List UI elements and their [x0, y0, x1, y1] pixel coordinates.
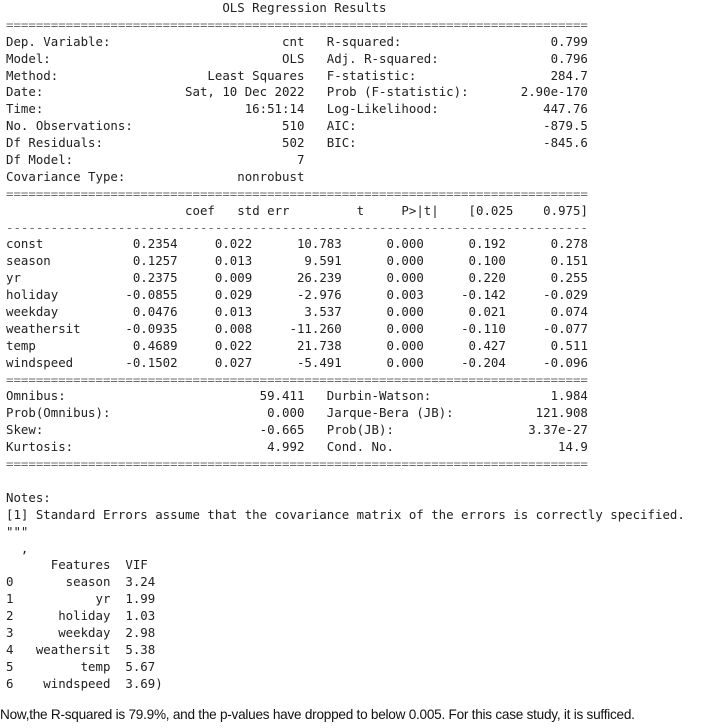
commentary-text: Now,the R-squared is 79.9%, and the p-values have dropped to below 0.005. For this case study, it is sufficed.: [0, 707, 635, 722]
coef-ci-low: -0.110: [423, 320, 506, 336]
diag-label: Prob(Omnibus):: [6, 405, 156, 421]
model-info-row: [6, 68, 685, 85]
info-label: Time:: [6, 101, 156, 117]
stat-label: AIC:: [326, 118, 476, 134]
vif-feature: yr: [20, 591, 111, 607]
coef-ci-low: -0.142: [423, 287, 506, 303]
vif-value: 3.69): [125, 675, 163, 691]
vif-row: [6, 642, 685, 659]
coef-ci-low: 0.427: [423, 337, 506, 353]
stat-value: 0.799: [476, 33, 588, 49]
vif-value: 1.03: [125, 608, 163, 624]
trailing-quote: """: [6, 523, 29, 539]
dashed-rule: ------------------------------------------------------------------------------: [6, 219, 588, 235]
vif-row: [6, 659, 685, 676]
coef-std-err: 0.029: [177, 287, 253, 303]
coef-ci-low: 0.021: [423, 304, 506, 320]
vif-table: [6, 574, 685, 692]
vif-value: 3.24: [125, 574, 163, 590]
blank-line: [6, 473, 685, 490]
diag-label: Omnibus:: [6, 388, 156, 404]
coef-std-err: 0.022: [177, 337, 253, 353]
coef-term: season: [6, 253, 96, 269]
vif-header-row: [6, 557, 685, 574]
diag-value: 121.908: [476, 405, 588, 421]
diag-label: Prob(JB):: [326, 422, 476, 438]
coef-value: 0.2354: [95, 236, 178, 252]
vif-index: 0: [6, 574, 21, 590]
vif-row: [6, 625, 685, 642]
coef-p: 0.003: [341, 287, 424, 303]
diagnostic-row: [6, 405, 685, 422]
coef-ci-high: 0.278: [505, 236, 588, 252]
stat-label: Adj. R-squared:: [326, 50, 476, 66]
double-rule: ==============================================================================: [6, 185, 588, 201]
stat-label: R-squared:: [326, 33, 476, 49]
vif-value: 1.99: [125, 591, 163, 607]
notes-text: [1] Standard Errors assume that the covariance matrix of the errors is correctly specified.: [6, 506, 685, 522]
vif-row: [6, 608, 685, 625]
coef-t: -2.976: [252, 287, 342, 303]
coef-table: [6, 236, 685, 371]
model-info-row: [6, 101, 685, 118]
vif-col-header: VIF: [125, 557, 148, 573]
model-info-row: [6, 118, 685, 135]
stat-label: Prob (F-statistic):: [326, 84, 476, 100]
coef-term: weekday: [6, 304, 96, 320]
diag-label: Cond. No.: [326, 439, 476, 455]
coef-row: [6, 270, 685, 287]
coef-value: -0.1502: [95, 354, 178, 370]
coef-col-header: t: [289, 202, 365, 218]
diag-value: 14.9: [476, 439, 588, 455]
coef-row: [6, 304, 685, 321]
coef-row: [6, 338, 685, 355]
model-info-row: [6, 84, 685, 101]
coef-ci-high: 0.151: [505, 253, 588, 269]
coef-ci-high: -0.096: [505, 354, 588, 370]
coef-p: 0.000: [341, 253, 424, 269]
coef-row: [6, 321, 685, 338]
coef-value: -0.0855: [95, 287, 178, 303]
coef-value: 0.1257: [95, 253, 178, 269]
coef-term: temp: [6, 337, 96, 353]
notes-heading: Notes:: [6, 489, 51, 505]
trailing-comma: [6, 541, 685, 558]
vif-index: 6: [6, 675, 21, 691]
vif-value: 5.67: [125, 658, 163, 674]
stat-label: F-statistic:: [326, 67, 476, 83]
vif-feature: weekday: [20, 624, 111, 640]
stat-value: -845.6: [476, 135, 588, 151]
model-info-row: [6, 152, 685, 169]
coef-ci-low: 0.100: [423, 253, 506, 269]
coef-p: 0.000: [341, 354, 424, 370]
coef-col-header: 0.975]: [513, 202, 588, 218]
coef-p: 0.000: [341, 320, 424, 336]
summary-title: OLS Regression Results: [222, 0, 387, 15]
trailing-comma-text: ,: [20, 540, 29, 556]
vif-index: 4: [6, 641, 21, 657]
stat-value: -879.5: [476, 118, 588, 134]
stat-value: 0.796: [476, 50, 588, 66]
vif-index: 5: [6, 658, 21, 674]
diag-value: 59.411: [155, 388, 305, 404]
info-value: OLS: [155, 50, 305, 66]
info-label: No. Observations:: [6, 118, 156, 134]
vif-feature: windspeed: [20, 675, 111, 691]
coef-col-header: [0.025: [438, 202, 514, 218]
coef-ci-high: -0.029: [505, 287, 588, 303]
coef-row: [6, 287, 685, 304]
coef-std-err: 0.013: [177, 253, 253, 269]
model-info-row: [6, 135, 685, 152]
diag-label: Skew:: [6, 422, 156, 438]
coef-std-err: 0.027: [177, 354, 253, 370]
coef-row: [6, 253, 685, 270]
coef-value: 0.0476: [95, 304, 178, 320]
double-rule: ==============================================================================: [6, 371, 588, 387]
vif-row: [6, 574, 685, 591]
coef-t: -5.491: [252, 354, 342, 370]
coef-term: yr: [6, 270, 96, 286]
diagnostic-row: [6, 388, 685, 405]
diag-value: 0.000: [155, 405, 305, 421]
diag-value: 1.984: [476, 388, 588, 404]
vif-feature: weathersit: [20, 641, 111, 657]
vif-feature: holiday: [20, 608, 111, 624]
info-value: nonrobust: [155, 168, 305, 184]
vif-col-header: Features: [20, 557, 111, 573]
diag-value: -0.665: [155, 422, 305, 438]
info-value: 7: [155, 152, 305, 168]
stat-label: BIC:: [326, 135, 476, 151]
coef-t: 9.591: [252, 253, 342, 269]
coef-ci-high: -0.077: [505, 320, 588, 336]
coef-p: 0.000: [341, 304, 424, 320]
coef-col-header: std err: [214, 202, 290, 218]
info-label: Date:: [6, 84, 156, 100]
coef-ci-low: 0.192: [423, 236, 506, 252]
info-value: 510: [155, 118, 305, 134]
coef-ci-high: 0.074: [505, 304, 588, 320]
vif-index: 2: [6, 608, 21, 624]
coef-t: 21.738: [252, 337, 342, 353]
coef-term: windspeed: [6, 354, 96, 370]
coef-t: -11.260: [252, 320, 342, 336]
model-info-row: [6, 51, 685, 68]
coef-p: 0.000: [341, 270, 424, 286]
diagnostic-row: [6, 422, 685, 439]
diag-value: 4.992: [155, 439, 305, 455]
coef-ci-high: 0.255: [505, 270, 588, 286]
vif-index: 1: [6, 591, 21, 607]
info-label: Df Model:: [6, 152, 156, 168]
coef-p: 0.000: [341, 236, 424, 252]
coef-col-header: P>|t|: [364, 202, 439, 218]
vif-value: 5.38: [125, 641, 163, 657]
coef-col-header: coef: [140, 202, 215, 218]
coef-std-err: 0.008: [177, 320, 253, 336]
coef-term: holiday: [6, 287, 96, 303]
model-info-block: [6, 34, 685, 186]
vif-row: [6, 591, 685, 608]
stat-label: Log-Likelihood:: [326, 101, 476, 117]
stat-value: 2.90e-170: [476, 84, 588, 100]
summary-title-line: [6, 0, 685, 17]
stat-value: 447.76: [476, 101, 588, 117]
coef-value: -0.0935: [95, 320, 178, 336]
coef-std-err: 0.022: [177, 236, 253, 252]
vif-feature: temp: [20, 658, 111, 674]
info-value: Sat, 10 Dec 2022: [155, 84, 305, 100]
diag-label: Jarque-Bera (JB):: [326, 405, 476, 421]
coef-ci-low: -0.204: [423, 354, 506, 370]
info-label: Dep. Variable:: [6, 33, 156, 49]
coef-row: [6, 236, 685, 253]
info-value: cnt: [155, 33, 305, 49]
diag-value: 3.37e-27: [476, 422, 588, 438]
coef-term: const: [6, 236, 96, 252]
vif-index: 3: [6, 624, 21, 640]
coef-ci-high: 0.511: [505, 337, 588, 353]
vif-value: 2.98: [125, 624, 163, 640]
info-label: Covariance Type:: [6, 168, 156, 184]
model-info-row: [6, 169, 685, 186]
info-label: Method:: [6, 67, 156, 83]
coef-ci-low: 0.220: [423, 270, 506, 286]
coef-t: 26.239: [252, 270, 342, 286]
regression-output: [6, 0, 685, 693]
coef-header-row: [6, 203, 685, 220]
coef-p: 0.000: [341, 337, 424, 353]
vif-row: [6, 676, 685, 693]
coef-t: 10.783: [252, 236, 342, 252]
coef-row: [6, 355, 685, 372]
vif-feature: season: [20, 574, 111, 590]
coef-term: weathersit: [6, 320, 96, 336]
coef-t: 3.537: [252, 304, 342, 320]
double-rule: ==============================================================================: [6, 16, 588, 32]
coef-value: 0.2375: [95, 270, 178, 286]
double-rule: ==============================================================================: [6, 456, 588, 472]
diagnostics-block: [6, 388, 685, 456]
info-label: Df Residuals:: [6, 135, 156, 151]
info-value: Least Squares: [155, 67, 305, 83]
diag-label: Kurtosis:: [6, 439, 156, 455]
info-value: 502: [155, 135, 305, 151]
info-label: Model:: [6, 50, 156, 66]
coef-value: 0.4689: [95, 337, 178, 353]
diag-label: Durbin-Watson:: [326, 388, 476, 404]
diagnostic-row: [6, 439, 685, 456]
coef-std-err: 0.009: [177, 270, 253, 286]
model-info-row: [6, 34, 685, 51]
info-value: 16:51:14: [155, 101, 305, 117]
coef-std-err: 0.013: [177, 304, 253, 320]
stat-value: 284.7: [476, 67, 588, 83]
